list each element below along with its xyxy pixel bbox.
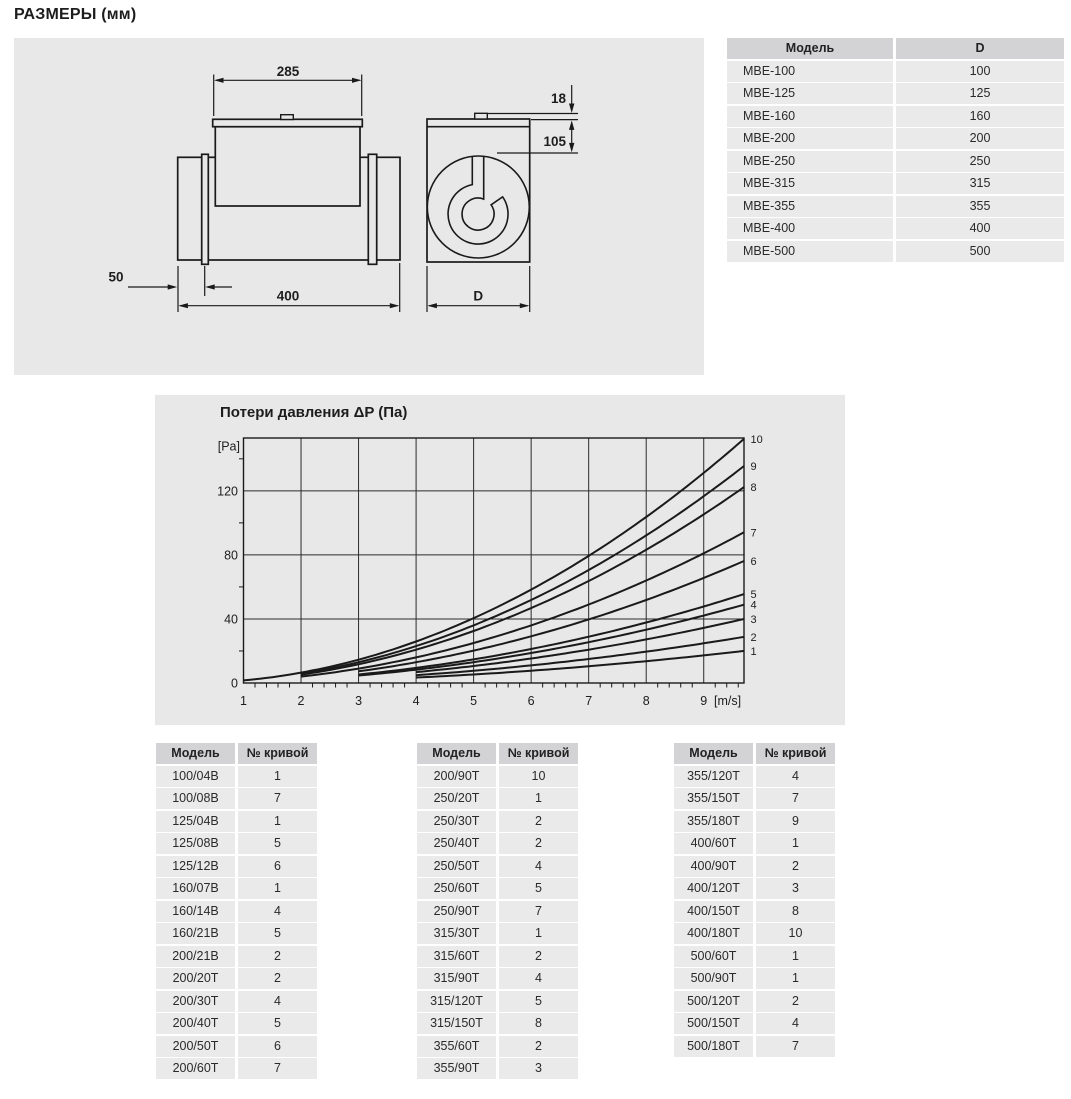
model-cell: МВЕ-355	[727, 196, 893, 217]
model-cell: 250/50Т	[417, 856, 496, 877]
dim-label-285: 285	[276, 64, 300, 79]
model-cell: МВЕ-100	[727, 61, 893, 82]
value-cell: 315	[896, 173, 1064, 194]
value-cell: 1	[756, 833, 835, 854]
model-cell: МВЕ-400	[727, 218, 893, 239]
terminal-box	[215, 127, 360, 206]
x-tick-label: 8	[642, 694, 650, 708]
value-cell: 3	[756, 878, 835, 899]
curve-label-9: 9	[750, 461, 757, 474]
chart-title: Потери давления ΔP (Па)	[220, 404, 408, 421]
model-cell: 250/30Т	[417, 811, 496, 832]
model-cell: 200/60Т	[156, 1058, 235, 1079]
value-cell: 5	[238, 923, 317, 944]
model-cell: 250/40Т	[417, 833, 496, 854]
model-cell: МВЕ-500	[727, 241, 893, 262]
model-cell: 125/04В	[156, 811, 235, 832]
value-cell: 7	[238, 788, 317, 809]
model-cell: 160/21В	[156, 923, 235, 944]
value-cell: 100	[896, 61, 1064, 82]
side-view	[178, 115, 400, 265]
value-cell: 200	[896, 128, 1064, 149]
x-tick-label: 9	[700, 694, 708, 708]
value-cell: 5	[238, 833, 317, 854]
value-cell: 2	[238, 946, 317, 967]
column-header: Модель	[727, 38, 893, 59]
model-cell: 500/150Т	[674, 1013, 753, 1034]
model-cell: 125/12В	[156, 856, 235, 877]
value-cell: 7	[756, 788, 835, 809]
model-cell: 500/60Т	[674, 946, 753, 967]
model-cell: 500/90Т	[674, 968, 753, 989]
dim-label-50: 50	[108, 269, 124, 285]
dimension-285	[214, 75, 362, 117]
dim-label-18: 18	[550, 91, 566, 106]
curve-label-6: 6	[750, 555, 757, 568]
technical-drawing-panel	[14, 38, 704, 375]
value-cell: 8	[756, 901, 835, 922]
model-cell: 200/90Т	[417, 766, 496, 787]
x-tick-label: 5	[470, 694, 478, 708]
value-cell: 125	[896, 83, 1064, 104]
value-cell: 4	[499, 856, 578, 877]
value-cell: 400	[896, 218, 1064, 239]
value-cell: 7	[756, 1036, 835, 1057]
curve-table-2	[417, 743, 578, 1079]
column-header: № кривой	[499, 743, 578, 764]
curve-table-1	[156, 743, 317, 1079]
column-header: Модель	[156, 743, 235, 764]
column-header: Модель	[417, 743, 496, 764]
model-cell: 100/08В	[156, 788, 235, 809]
value-cell: 3	[499, 1058, 578, 1079]
terminal-box-lid	[213, 119, 363, 126]
value-cell: 10	[499, 766, 578, 787]
model-cell: МВЕ-125	[727, 83, 893, 104]
model-cell: 125/08В	[156, 833, 235, 854]
dimensions-table	[727, 38, 1064, 262]
dimension-50	[128, 266, 232, 296]
casing-front	[427, 119, 530, 262]
model-cell: 355/150Т	[674, 788, 753, 809]
value-cell: 8	[499, 1013, 578, 1034]
model-cell: 315/120Т	[417, 991, 496, 1012]
model-cell: 355/120Т	[674, 766, 753, 787]
y-axis-unit: [Pa]	[217, 439, 240, 454]
model-cell: МВЕ-200	[727, 128, 893, 149]
value-cell: 4	[756, 1013, 835, 1034]
value-cell: 2	[756, 856, 835, 877]
model-cell: 200/40Т	[156, 1013, 235, 1034]
curve-label-10: 10	[750, 433, 763, 446]
x-tick-label: 4	[412, 694, 420, 708]
flange-right	[368, 154, 376, 264]
column-header: D	[896, 38, 1064, 59]
model-cell: 250/20Т	[417, 788, 496, 809]
flange-left	[202, 154, 209, 264]
value-cell: 4	[238, 991, 317, 1012]
x-tick-label: 6	[527, 694, 535, 708]
page-title: РАЗМЕРЫ (мм)	[14, 6, 137, 23]
value-cell: 1	[499, 788, 578, 809]
value-cell: 7	[499, 901, 578, 922]
model-cell: 160/14В	[156, 901, 235, 922]
model-cell: МВЕ-315	[727, 173, 893, 194]
model-cell: 200/50Т	[156, 1036, 235, 1057]
model-cell: 500/180Т	[674, 1036, 753, 1057]
value-cell: 4	[499, 968, 578, 989]
front-view	[427, 113, 530, 262]
value-cell: 1	[756, 946, 835, 967]
value-cell: 2	[499, 811, 578, 832]
dim-label-400: 400	[276, 288, 300, 304]
value-cell: 355	[896, 196, 1064, 217]
value-cell: 7	[238, 1058, 317, 1079]
value-cell: 2	[756, 991, 835, 1012]
model-cell: 250/90Т	[417, 901, 496, 922]
technical-drawing	[14, 38, 704, 375]
value-cell: 500	[896, 241, 1064, 262]
model-cell: 100/04В	[156, 766, 235, 787]
x-tick-label: 7	[585, 694, 593, 708]
curve-label-2: 2	[750, 631, 757, 644]
lid-nub	[281, 115, 294, 120]
model-cell: 200/21В	[156, 946, 235, 967]
pressure-loss-chart	[155, 395, 845, 725]
value-cell: 1	[238, 766, 317, 787]
value-cell: 160	[896, 106, 1064, 127]
x-tick-label: 1	[240, 694, 247, 708]
value-cell: 6	[238, 856, 317, 877]
value-cell: 1	[238, 811, 317, 832]
value-cell: 4	[238, 901, 317, 922]
column-header: Модель	[674, 743, 753, 764]
model-cell: 315/150Т	[417, 1013, 496, 1034]
model-cell: 355/180Т	[674, 811, 753, 832]
model-cell: 315/30Т	[417, 923, 496, 944]
dim-label-105: 105	[543, 134, 566, 149]
value-cell: 250	[896, 151, 1064, 172]
y-tick-label: 0	[231, 676, 238, 691]
value-cell: 5	[499, 991, 578, 1012]
value-cell: 2	[499, 946, 578, 967]
model-cell: 355/60Т	[417, 1036, 496, 1057]
model-cell: 400/180Т	[674, 923, 753, 944]
value-cell: 1	[238, 878, 317, 899]
value-cell: 1	[756, 968, 835, 989]
model-cell: 400/90Т	[674, 856, 753, 877]
x-axis-unit: [m/s]	[714, 694, 742, 708]
curve-label-5: 5	[750, 589, 757, 602]
curve-label-1: 1	[750, 645, 757, 658]
value-cell: 5	[499, 878, 578, 899]
model-cell: 400/60Т	[674, 833, 753, 854]
value-cell: 2	[238, 968, 317, 989]
model-cell: 500/120Т	[674, 991, 753, 1012]
column-header: № кривой	[238, 743, 317, 764]
curve-10	[244, 439, 745, 681]
curve-label-3: 3	[750, 613, 757, 626]
model-cell: 315/60Т	[417, 946, 496, 967]
model-cell: 315/90Т	[417, 968, 496, 989]
value-cell: 1	[499, 923, 578, 944]
dim-label-diameter: D	[473, 288, 484, 304]
curve-table-3	[674, 743, 835, 1057]
model-cell: 250/60Т	[417, 878, 496, 899]
model-cell: МВЕ-160	[727, 106, 893, 127]
curve-label-7: 7	[750, 527, 757, 540]
curve-label-4: 4	[750, 599, 757, 612]
lid-nub-front	[475, 113, 488, 119]
model-cell: МВЕ-250	[727, 151, 893, 172]
model-cell: 400/150Т	[674, 901, 753, 922]
value-cell: 4	[756, 766, 835, 787]
x-tick-label: 2	[297, 694, 305, 708]
model-cell: 160/07В	[156, 878, 235, 899]
model-cell: 200/20Т	[156, 968, 235, 989]
value-cell: 6	[238, 1036, 317, 1057]
value-cell: 10	[756, 923, 835, 944]
model-cell: 355/90Т	[417, 1058, 496, 1079]
model-cell: 400/120Т	[674, 878, 753, 899]
x-tick-label: 3	[355, 694, 363, 708]
pressure-loss-chart-panel	[155, 395, 845, 725]
curve-label-8: 8	[750, 482, 757, 495]
value-cell: 2	[499, 1036, 578, 1057]
model-cell: 200/30Т	[156, 991, 235, 1012]
value-cell: 9	[756, 811, 835, 832]
y-tick-label: 120	[217, 484, 238, 499]
y-tick-label: 80	[224, 548, 238, 563]
value-cell: 5	[238, 1013, 317, 1034]
y-tick-label: 40	[224, 612, 238, 627]
value-cell: 2	[499, 833, 578, 854]
column-header: № кривой	[756, 743, 835, 764]
curve-9	[301, 466, 744, 674]
